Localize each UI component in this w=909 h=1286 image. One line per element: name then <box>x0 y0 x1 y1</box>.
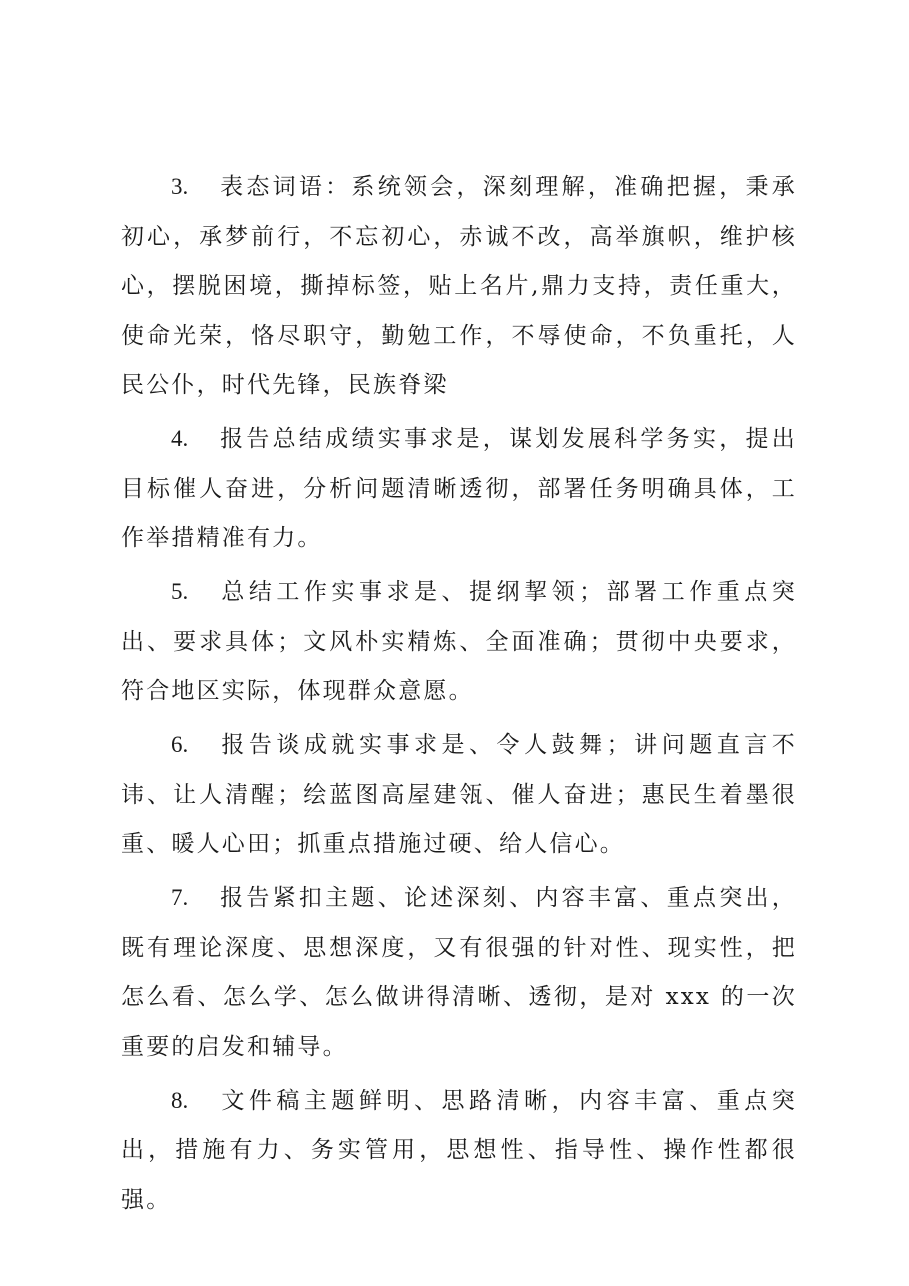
item-text: 文件稿主题鲜明、思路清晰，内容丰富、重点突出，措施有力、务实管用，思想性、指导性、操作性都很强。 <box>121 1087 797 1213</box>
list-item <box>121 873 797 1072</box>
item-number: 4. <box>171 426 189 451</box>
document-body <box>121 162 797 1229</box>
item-number: 8. <box>171 1087 189 1113</box>
item-number: 7. <box>171 885 189 910</box>
item-text: 报告总结成绩实事求是，谋划发展科学务实，提出目标催人奋进，分析问题清晰透彻，部署任务明确具体，工作举措精准有力。 <box>121 426 797 551</box>
item-text: 报告谈成就实事求是、令人鼓舞；讲问题直言不讳、让人清醒；绘蓝图高屋建瓴、催人奋进；惠民生着墨很重、暖人心田；抓重点措施过硬、给人信心。 <box>121 732 797 857</box>
item-number: 6. <box>171 732 189 757</box>
list-item <box>121 720 797 870</box>
list-item <box>121 414 797 564</box>
list-item <box>121 1076 797 1226</box>
item-number: 3. <box>171 174 189 199</box>
list-item <box>121 567 797 717</box>
item-text: 总结工作实事求是、提纲挈领；部署工作重点突出、要求具体；文风朴实精炼、全面准确；贯彻中央要求，符合地区实际，体现群众意愿。 <box>121 579 797 704</box>
item-number: 5. <box>171 579 189 604</box>
item-text: 报告紧扣主题、论述深刻、内容丰富、重点突出，既有理论深度、思想深度，又有很强的针对性、现实性，把怎么看、怎么学、怎么做讲得清晰、透彻，是对 xxx 的一次重要的启发和辅导。 <box>121 885 797 1060</box>
item-text: 表态词语：系统领会，深刻理解，准确把握，秉承初心，承梦前行，不忘初心，赤诚不改，高举旗帜，维护核心，摆脱困境，撕掉标签，贴上名片,鼎力支持，责任重大，使命光荣，恪尽职守，勤勉工作，不辱使命，不负重托，人民公仆，时代先锋，民族脊梁 <box>121 174 797 398</box>
list-item <box>121 162 797 411</box>
